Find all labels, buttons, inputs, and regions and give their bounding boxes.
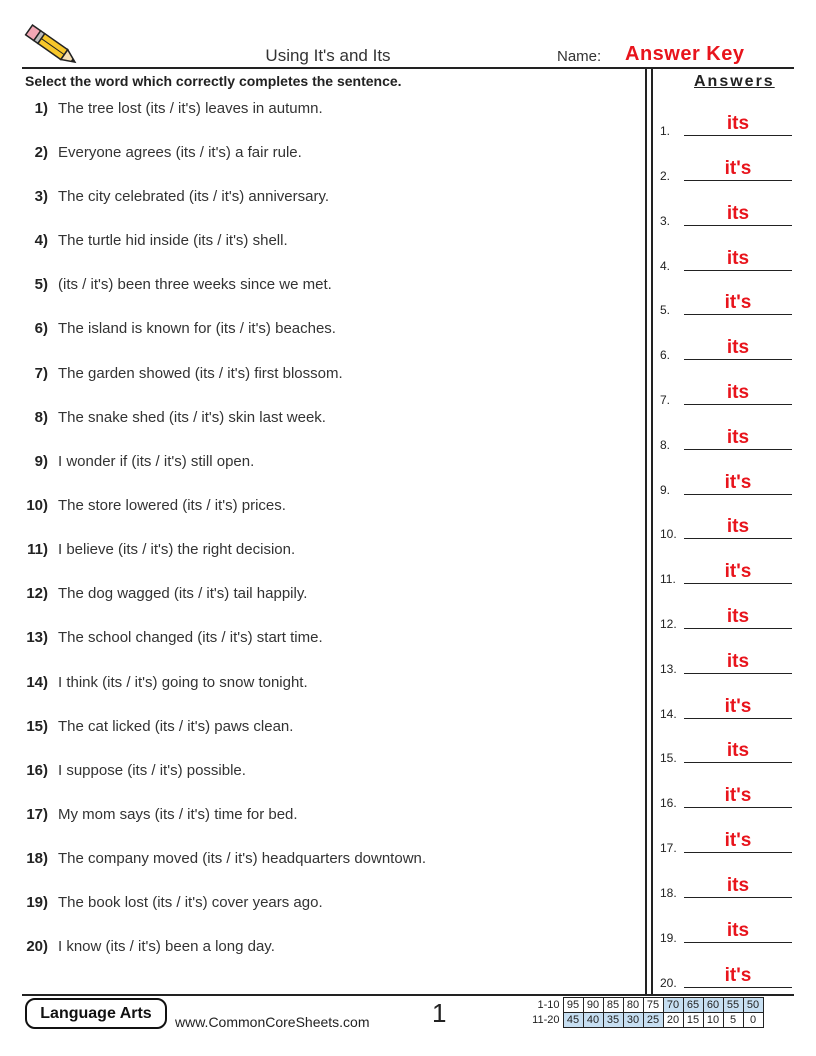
answer-line [684, 852, 792, 853]
answer-value: it's [724, 158, 752, 179]
answer-row [660, 100, 795, 140]
answer-row [660, 503, 795, 543]
score-cell: 5 [723, 1013, 743, 1028]
name-label: Name: [557, 48, 602, 65]
question-text: The garden showed (its / it's) first blossom. [58, 365, 343, 382]
question-text: I know (its / it's) been a long day. [58, 938, 275, 955]
answer-line [684, 718, 792, 719]
score-cell: 80 [623, 998, 643, 1013]
question-text: I wonder if (its / it's) still open. [58, 453, 255, 470]
answer-row [660, 369, 795, 409]
score-cell: 40 [583, 1013, 603, 1028]
question-text: (its / it's) been three weeks since we met. [58, 276, 332, 293]
score-cell: 50 [743, 998, 763, 1013]
answer-row [660, 593, 795, 633]
question-text: I suppose (its / it's) possible. [58, 762, 246, 779]
answer-row [660, 324, 795, 364]
question-number: 2) [34, 144, 48, 161]
question-number: 15) [26, 718, 48, 735]
question-text: The school changed (its / it's) start time. [58, 629, 323, 646]
answer-line [684, 270, 792, 271]
answer-line [684, 807, 792, 808]
answer-row [660, 683, 795, 723]
answer-number: 10. [660, 527, 677, 541]
score-cell: 60 [703, 998, 723, 1013]
answer-number: 3. [660, 214, 671, 228]
answer-value: its [726, 516, 750, 537]
answer-row [660, 190, 795, 230]
question-number: 10) [26, 497, 48, 514]
answers-header: Answers [694, 73, 775, 90]
answer-value: it's [724, 696, 752, 717]
question-number: 14) [26, 674, 48, 691]
answer-value: its [726, 740, 750, 761]
question-text: The island is known for (its / it's) beaches. [58, 320, 336, 337]
answer-row [660, 817, 795, 857]
answer-value: it's [724, 472, 752, 493]
answer-line [684, 762, 792, 763]
answer-line [684, 314, 792, 315]
question-text: The snake shed (its / it's) skin last week. [58, 409, 326, 426]
answer-line [684, 225, 792, 226]
answer-number: 14. [660, 707, 677, 721]
score-cell: 0 [743, 1013, 763, 1028]
question-number: 5) [34, 276, 48, 293]
answer-value: its [726, 427, 750, 448]
answer-value: its [726, 651, 750, 672]
question-number: 20) [26, 938, 48, 955]
answer-number: 2. [660, 169, 671, 183]
question-number: 17) [26, 806, 48, 823]
question-number: 12) [26, 585, 48, 602]
score-cell: 55 [723, 998, 743, 1013]
answer-row [660, 145, 795, 185]
score-cell: 95 [563, 998, 583, 1013]
answer-row [660, 638, 795, 678]
answer-line [684, 942, 792, 943]
answer-number: 4. [660, 259, 671, 273]
answer-number: 17. [660, 841, 677, 855]
answer-line [684, 135, 792, 136]
answer-number: 13. [660, 662, 677, 676]
score-cell: 25 [643, 1013, 663, 1028]
answer-number: 15. [660, 751, 677, 765]
question-number: 19) [26, 894, 48, 911]
answer-line [684, 987, 792, 988]
question-text: I believe (its / it's) the right decision. [58, 541, 296, 558]
score-cell: 70 [663, 998, 683, 1013]
answer-row [660, 459, 795, 499]
answer-number: 9. [660, 483, 671, 497]
score-cell: 90 [583, 998, 603, 1013]
answer-line [684, 673, 792, 674]
answer-line [684, 583, 792, 584]
answer-key-label: Answer Key [625, 43, 745, 65]
question-number: 11) [27, 541, 48, 558]
answer-number: 12. [660, 617, 677, 631]
answer-line [684, 449, 792, 450]
question-text: The dog wagged (its / it's) tail happily. [58, 585, 308, 602]
answer-row [660, 235, 795, 275]
answer-number: 6. [660, 348, 671, 362]
question-text: The store lowered (its / it's) prices. [58, 497, 286, 514]
score-cell: 75 [643, 998, 663, 1013]
answer-value: its [726, 606, 750, 627]
answer-number: 1. [660, 124, 671, 138]
answer-row [660, 952, 795, 992]
answer-number: 19. [660, 931, 677, 945]
answer-value: it's [724, 561, 752, 582]
answer-value: its [726, 248, 750, 269]
page-title: Using It's and Its [265, 46, 391, 65]
answer-row [660, 727, 795, 767]
page-number: 1 [432, 998, 447, 1028]
answer-number: 18. [660, 886, 677, 900]
answer-value: its [726, 113, 750, 134]
score-row-label: 1-10 [537, 999, 560, 1011]
bottom-divider [22, 994, 794, 996]
answer-line [684, 180, 792, 181]
top-divider [22, 67, 794, 69]
answer-value: it's [724, 292, 752, 313]
question-number: 6) [34, 320, 48, 337]
answer-line [684, 628, 792, 629]
question-text: My mom says (its / it's) time for bed. [58, 806, 298, 823]
question-text: The city celebrated (its / it's) anniversary. [58, 188, 330, 205]
question-number: 18) [26, 850, 48, 867]
score-cell: 30 [623, 1013, 643, 1028]
answer-value: it's [724, 965, 752, 986]
answer-value: its [726, 337, 750, 358]
answer-row [660, 772, 795, 812]
answer-line [684, 404, 792, 405]
question-text: The tree lost (its / it's) leaves in autumn. [58, 100, 323, 117]
score-row [527, 998, 763, 1013]
answer-line [684, 494, 792, 495]
answer-value: its [726, 203, 750, 224]
question-number: 8) [34, 409, 48, 426]
score-table [527, 997, 764, 1028]
answer-value: its [726, 920, 750, 941]
question-text: Everyone agrees (its / it's) a fair rule. [58, 144, 302, 161]
answer-row [660, 414, 795, 454]
instructions: Select the word which correctly completes the sentence. [25, 73, 402, 89]
question-text: I think (its / it's) going to snow tonight. [58, 674, 308, 691]
question-number: 13) [26, 629, 48, 646]
score-cell: 10 [703, 1013, 723, 1028]
column-divider-right [651, 67, 653, 995]
answer-value: it's [724, 785, 752, 806]
score-row [527, 1013, 763, 1028]
question-text: The company moved (its / it's) headquarters downtown. [58, 850, 427, 867]
score-cell: 45 [563, 1013, 583, 1028]
score-cell: 15 [683, 1013, 703, 1028]
answer-line [684, 538, 792, 539]
answer-line [684, 897, 792, 898]
answer-value: its [726, 875, 750, 896]
answer-number: 5. [660, 303, 671, 317]
subject-badge: Language Arts [25, 998, 167, 1029]
answer-number: 7. [660, 393, 671, 407]
answer-row [660, 548, 795, 588]
answer-row [660, 279, 795, 319]
answer-number: 11. [660, 572, 676, 586]
score-cell: 65 [683, 998, 703, 1013]
column-divider-left [645, 67, 647, 995]
score-row-label: 11-20 [532, 1014, 560, 1026]
footer-url: www.CommonCoreSheets.com [175, 1014, 370, 1030]
score-cell: 85 [603, 998, 623, 1013]
answer-number: 16. [660, 796, 677, 810]
question-text: The book lost (its / it's) cover years ago. [58, 894, 323, 911]
score-cell: 20 [663, 1013, 683, 1028]
question-number: 9) [34, 453, 48, 470]
question-number: 1) [34, 100, 48, 117]
answer-line [684, 359, 792, 360]
question-text: The turtle hid inside (its / it's) shell. [58, 232, 288, 249]
answer-value: its [726, 382, 750, 403]
score-cell: 35 [603, 1013, 623, 1028]
answer-number: 20. [660, 976, 677, 990]
answer-row [660, 862, 795, 902]
question-number: 7) [34, 365, 48, 382]
question-number: 4) [34, 232, 48, 249]
question-text: The cat licked (its / it's) paws clean. [58, 718, 294, 735]
answer-row [660, 907, 795, 947]
question-number: 3) [34, 188, 48, 205]
answer-value: it's [724, 830, 752, 851]
question-number: 16) [26, 762, 48, 779]
answer-number: 8. [660, 438, 671, 452]
